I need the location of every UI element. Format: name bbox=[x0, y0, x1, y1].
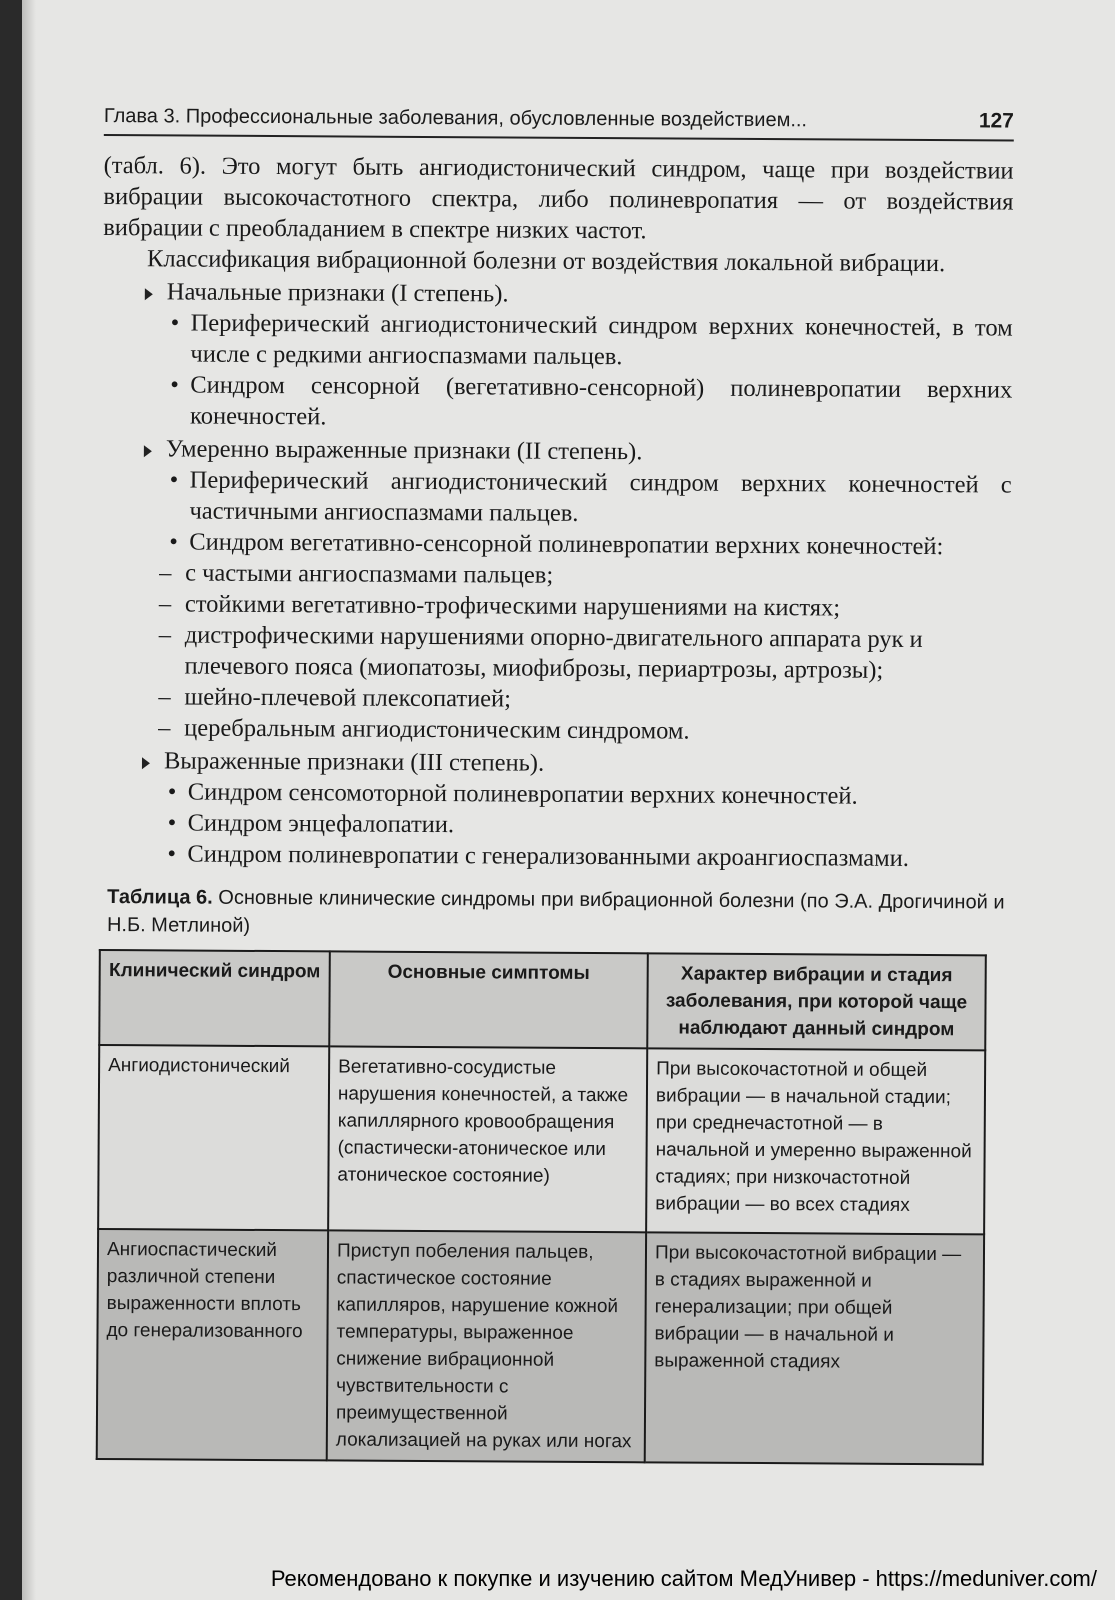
table-cell: При высокочастотной и общей вибрации — в начальной стадии; при среднечастотной — в начальной и умеренно выраженной стадиях; при низкочастотной вибрации — во всех стадиях bbox=[646, 1048, 985, 1234]
stage-title: Умеренно выраженные признаки (II степень). bbox=[142, 433, 1012, 469]
stage-title: Начальные признаки (I степень). bbox=[143, 276, 1013, 312]
table-caption-label: Таблица 6. bbox=[107, 886, 213, 909]
table-cell: Приступ побеления пальцев, спастическое состояние капилляров, нарушение кожной температуры, выраженное снижение вибрационной чувствительности с преимущественной локализацией на руках или ногах bbox=[327, 1230, 646, 1462]
list-item: • Синдром полиневропатии с генерализованными акроангиоспазмами. bbox=[165, 838, 1009, 874]
stage-3 bbox=[139, 745, 1010, 874]
table-cell: Ангиодистонический bbox=[98, 1045, 329, 1230]
sub-item: – с частыми ангиоспазмами пальцев; bbox=[159, 557, 1011, 593]
list-item: • Синдром сенсорной (вегетативно-сенсорной) полиневропатии верхних конечностей. bbox=[168, 369, 1012, 436]
running-head bbox=[104, 104, 1014, 142]
table-caption bbox=[107, 883, 1009, 945]
page-content bbox=[96, 104, 1014, 1466]
list-item: • Синдром сенсомоторной полиневропатии верхних конечностей. bbox=[166, 776, 1010, 812]
paragraph-intro: (табл. 6). Это могут быть ангиодистонический синдром, чаще при воздействии вибрации высокочастотного спектра, либо полиневропатия — от воздействия вибрации с преобладанием в спектре низких частот. bbox=[103, 151, 1014, 245]
header-vibration-stage: Характер вибрации и стадия заболевания, при которой чаще наблюдают данный синдром bbox=[647, 953, 986, 1050]
list-item: • Периферический ангиодистонический синдром верхних конечностей, в том числе с редкими ангиоспазмами пальцев. bbox=[168, 307, 1012, 374]
stage-title: Выраженные признаки (III степень). bbox=[140, 745, 1010, 781]
sub-item: – стойкими вегетативно-трофическими нарушениями на кистях; bbox=[159, 588, 1011, 624]
book-page bbox=[22, 0, 1115, 1600]
chapter-title: Глава 3. Профессиональные заболевания, обусловленные воздействием... bbox=[103, 104, 808, 132]
header-symptoms: Основные симптомы bbox=[329, 951, 648, 1048]
stage-2 bbox=[141, 433, 1012, 562]
stage-1 bbox=[142, 276, 1013, 436]
table-caption-text: Основные клинические синдромы при вибрационной болезни (по Э.А. Дрогичиной и Н.Б. Метлиной) bbox=[106, 886, 1005, 937]
table-header-row bbox=[99, 950, 986, 1050]
footer-recommendation: Рекомендовано к покупке и изучению сайтом МедУнивер - https://meduniver.com/ bbox=[270, 1566, 1097, 1591]
table-row bbox=[97, 1229, 984, 1464]
page-number: 127 bbox=[978, 109, 1014, 133]
sub-item: – церебральным ангиодистоническим синдромом. bbox=[158, 712, 1010, 748]
table-cell: При высокочастотной вибрации — в стадиях выраженной и генерализации; при общей вибрации — в начальной и выраженной стадиях bbox=[645, 1232, 984, 1464]
table-cell: Вегетативно-сосудистые нарушения конечностей, а также капиллярного кровообращения (спастически-атоническое или атоническое состояние) bbox=[328, 1046, 647, 1232]
sub-item: – шейно-плечевой плексопатией; bbox=[158, 681, 1010, 717]
header-syndrome: Клинический синдром bbox=[99, 950, 330, 1046]
paragraph-classification: Классификация вибрационной болезни от воздействия локальной вибрации. bbox=[146, 245, 946, 278]
list-item: • Периферический ангиодистонический синдром верхних конечностей с частичными ангиоспазмами пальцев. bbox=[167, 464, 1011, 531]
table-row bbox=[98, 1045, 985, 1234]
sub-item: – дистрофическими нарушениями опорно-двигательного аппарата рук и плечевого пояса (миопатозы, миофиброзы, периартрозы, артрозы); bbox=[158, 619, 1010, 686]
syndromes-table bbox=[96, 949, 987, 1465]
table-cell: Ангиоспастический различной степени выраженности вплоть до генерализованного bbox=[97, 1229, 328, 1460]
list-item: • Синдром вегетативно-сенсорной полиневропатии верхних конечностей: bbox=[167, 526, 1011, 562]
list-item: • Синдром энцефалопатии. bbox=[166, 807, 1010, 843]
body-text bbox=[99, 150, 1013, 875]
